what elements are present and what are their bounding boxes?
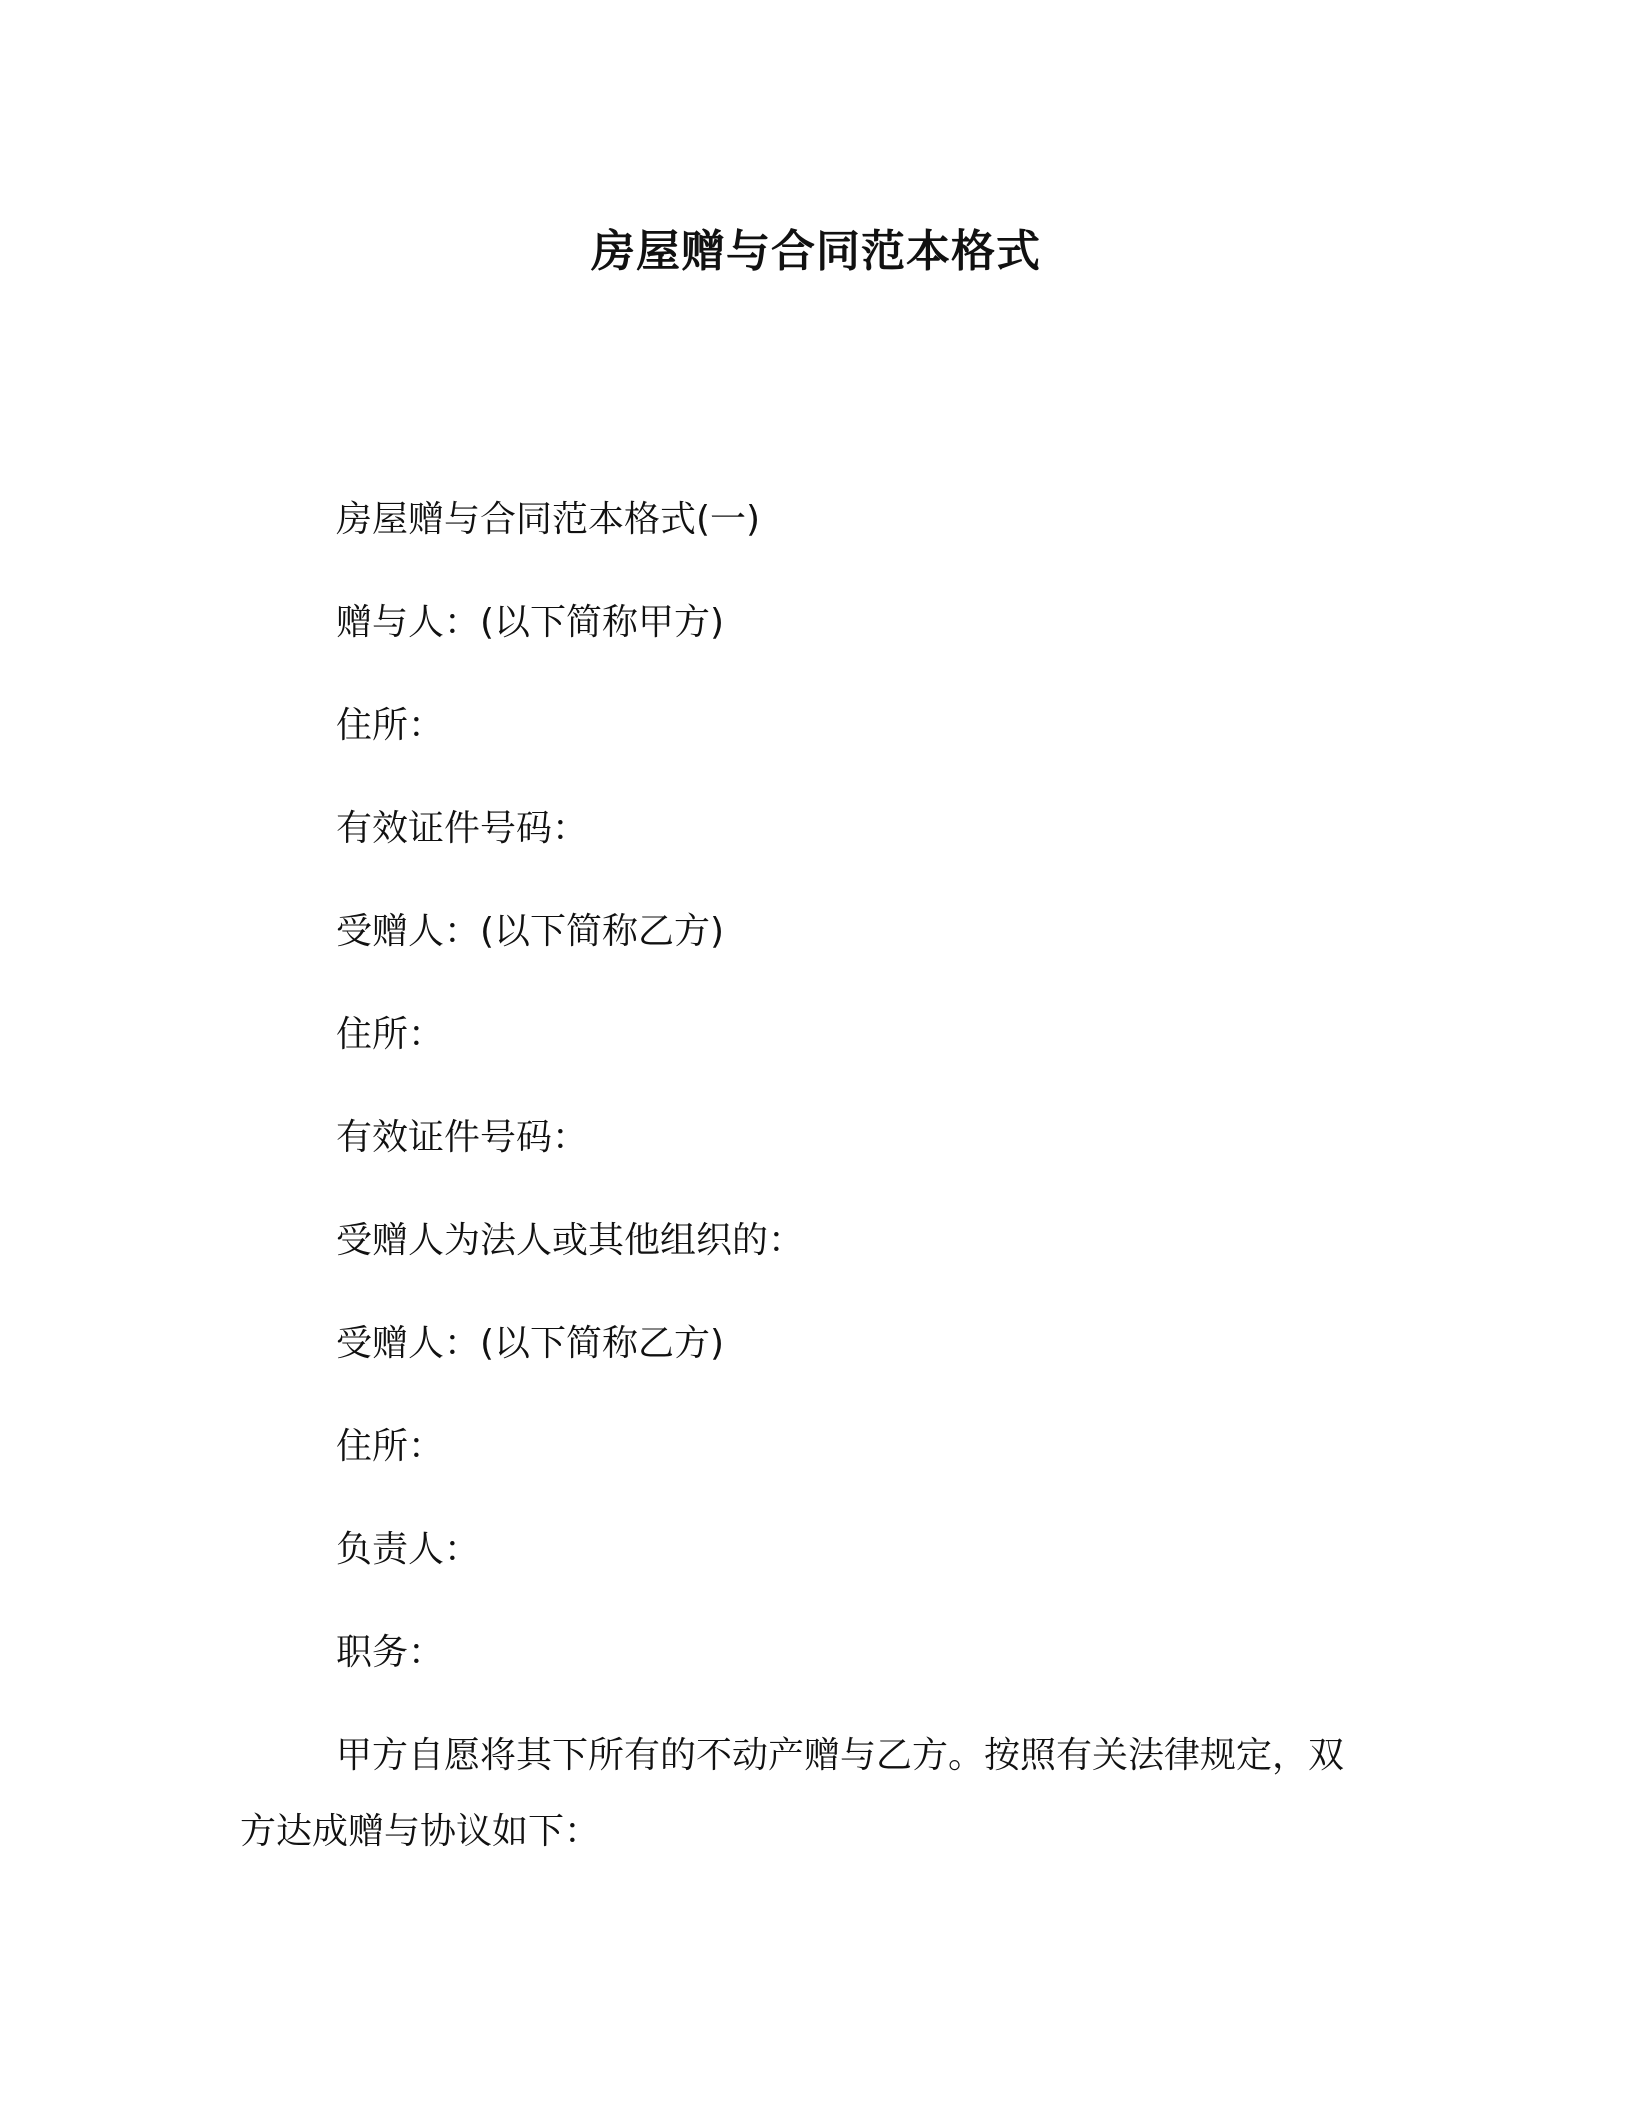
org-donee-line: 受赠人：(以下简称乙方) [336,1323,725,1364]
responsible-person-line: 负责人： [336,1529,481,1570]
donee-id-line: 有效证件号码： [336,1117,589,1158]
donor-line: 赠与人：(以下简称甲方) [336,602,725,643]
donee-line: 受赠人：(以下简称乙方) [336,911,725,952]
donee-address-line: 住所： [336,1014,445,1055]
document-title: 房屋赠与合同范本格式 [591,226,1041,277]
donor-id-line: 有效证件号码： [336,808,589,849]
agreement-paragraph-line-1: 甲方自愿将其下所有的不动产赠与乙方。按照有关法律规定，双 [336,1735,1345,1776]
org-donee-address-line: 住所： [336,1426,445,1467]
position-line: 职务： [336,1632,445,1673]
donor-address-line: 住所： [336,705,445,746]
agreement-paragraph-line-2: 方达成赠与协议如下： [240,1811,601,1852]
section-heading: 房屋赠与合同范本格式(一) [336,499,761,540]
org-donee-note-line: 受赠人为法人或其他组织的： [336,1220,805,1261]
